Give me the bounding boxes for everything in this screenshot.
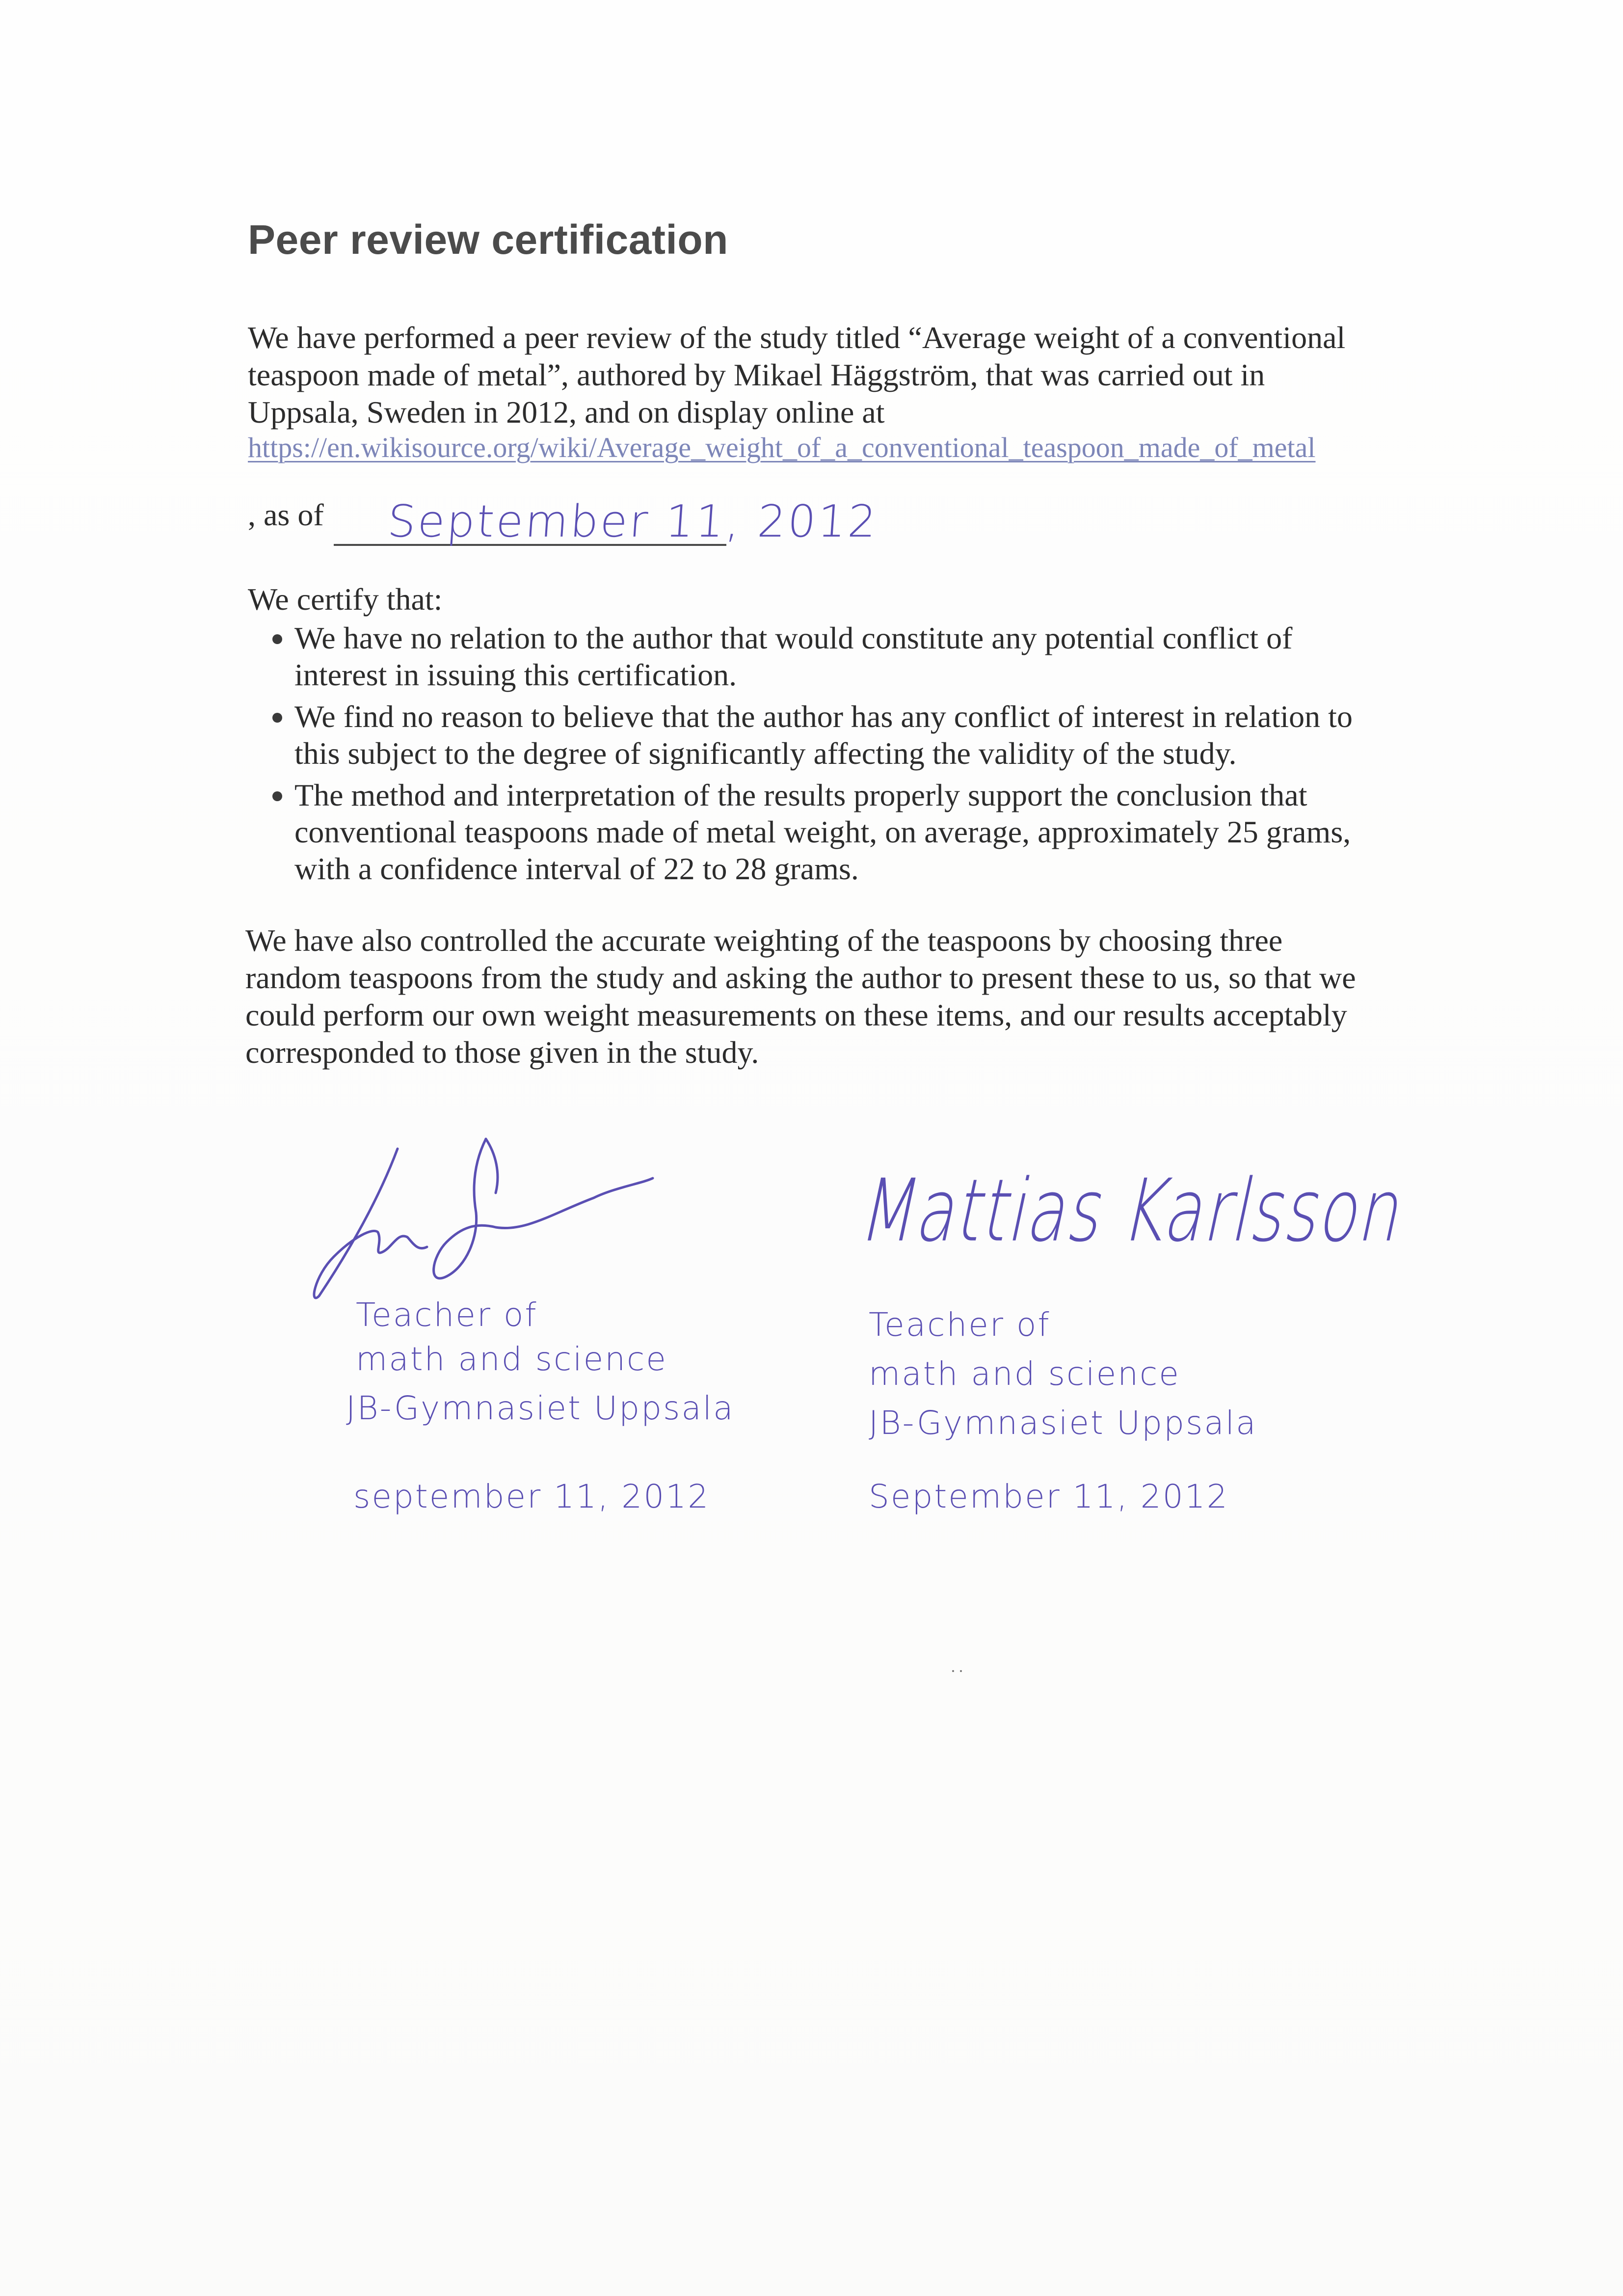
control-line: We have also controlled the accurate weighting of the teaspoons by choosing three <box>245 923 1283 958</box>
control-line: could perform our own weight measurements on these items, and our results acceptably <box>245 998 1347 1032</box>
reviewer-2-note: JB-Gymnasiet Uppsala <box>869 1404 1257 1442</box>
reviewer-2-note: Teacher of <box>869 1306 1051 1344</box>
study-link[interactable]: https://en.wikisource.org/wiki/Average_weight_of_a_conventional_teaspoon_made_of_metal <box>248 432 1316 463</box>
reviewer-1-signature <box>299 1129 672 1316</box>
list-item <box>272 777 1440 887</box>
reviewer-2-signature: Mattias Karlsson <box>853 1160 1414 1261</box>
certify-list <box>272 620 1440 892</box>
list-item-line: this subject to the degree of significantly affecting the validity of the study. <box>294 736 1237 771</box>
bullet-icon <box>272 791 282 801</box>
control-line: random teaspoons from the study and asking the author to present these to us, so that we <box>245 960 1356 995</box>
reviewer-2-note: math and science <box>869 1355 1180 1393</box>
list-item-line: The method and interpretation of the results properly support the conclusion that <box>294 778 1307 812</box>
scan-speck <box>960 1670 962 1672</box>
bullet-icon <box>272 634 282 644</box>
scan-speck <box>952 1670 954 1672</box>
intro-line: We have performed a peer review of the study titled “Average weight of a conventional <box>248 320 1346 355</box>
as-of-label: , as of <box>248 497 324 532</box>
control-paragraph <box>245 922 1433 1071</box>
reviewer-1-note: september 11, 2012 <box>353 1478 710 1515</box>
intro-paragraph <box>248 319 1426 431</box>
reviewer-2-note: September 11, 2012 <box>869 1478 1229 1515</box>
handwritten-date: September 11, 2012 <box>386 496 880 547</box>
list-item-line: interest in issuing this certification. <box>294 657 737 692</box>
certify-heading: We certify that: <box>248 582 443 617</box>
list-item <box>272 620 1440 693</box>
control-line: corresponded to those given in the study. <box>245 1035 759 1070</box>
reviewer-1-note: math and science <box>356 1340 667 1378</box>
list-item-line: We find no reason to believe that the author has any conflict of interest in relation to <box>294 699 1353 734</box>
bullet-icon <box>272 713 282 723</box>
intro-line: teaspoon made of metal”, authored by Mikael Häggström, that was carried out in <box>248 357 1265 392</box>
list-item-line: We have no relation to the author that would constitute any potential conflict of <box>294 621 1293 655</box>
list-item-line: with a confidence interval of 22 to 28 grams. <box>294 851 859 886</box>
page-title: Peer review certification <box>248 216 728 263</box>
reviewer-1-note: JB-Gymnasiet Uppsala <box>346 1389 735 1427</box>
reviewer-1-note: Teacher of <box>356 1296 538 1334</box>
list-item-line: conventional teaspoons made of metal weight, on average, approximately 25 grams, <box>294 814 1351 849</box>
intro-line: Uppsala, Sweden in 2012, and on display online at <box>248 395 885 430</box>
list-item <box>272 698 1440 772</box>
